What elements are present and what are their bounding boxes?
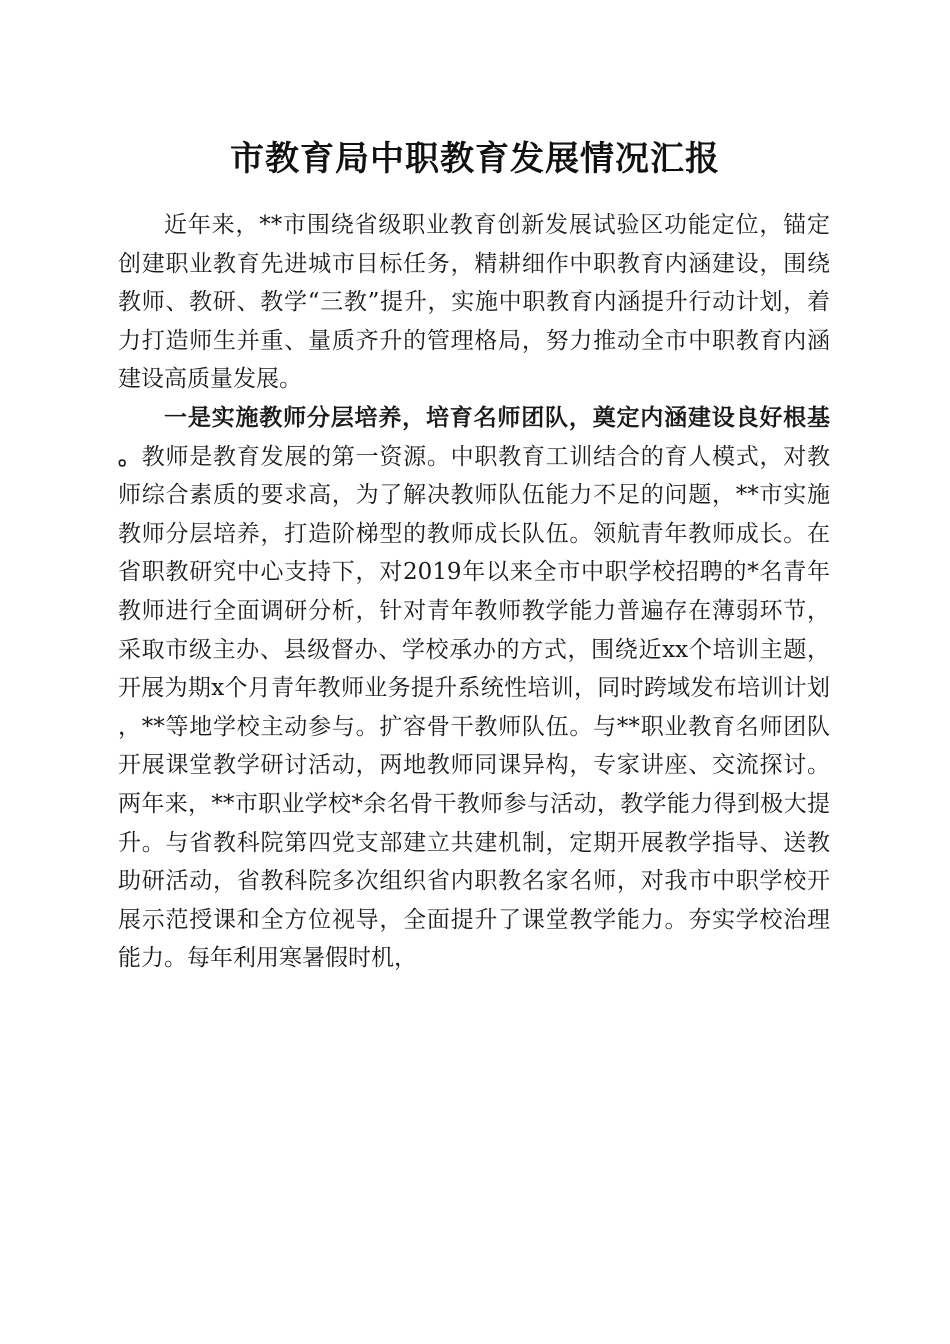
- document-body: [118, 206, 830, 978]
- document-title: 市教育局中职教育发展情况汇报: [230, 139, 720, 179]
- paragraph-text: 近年来，**市围绕省级职业教育创新发展试验区功能定位，锚定创建职业教育先进城市目标任务，精耕细作中职教育内涵建设，围绕教师、教研、教学“三教”提升，实施中职教育内涵提升行动计划，着力打造师生并重、量质齐升的管理格局，努力推动全市中职教育内涵建设高质量发展。: [118, 212, 830, 393]
- paragraph-text: 教师是教育发展的第一资源。中职教育工训结合的育人模式，对教师综合素质的要求高，为了解决教师队伍能力不足的问题，**市实施教师分层培养，打造阶梯型的教师成长队伍。领航青年教师成长。在省职教研究中心支持下，对2019年以来全市中职学校招聘的*名青年教师进行全面调研分析，针对青年教师教学能力普遍存在薄弱环节，采取市级主办、县级督办、学校承办的方式，围绕近xx个培训主题，开展为期x个月青年教师业务提升系统性培训，同时跨域发布培训计划，**等地学校主动参与。扩容骨干教师队伍。与**职业教育名师团队开展课堂教学研讨活动，两地教师同课异构，专家讲座、交流探讨。两年来，**市职业学校*余名骨干教师参与活动，教学能力得到极大提升。与省教科院第四党支部建立共建机制，定期开展教学指导、送教助研活动，省教科院多次组织省内职教名家名师，对我市中职学校开展示范授课和全方位视导，全面提升了课堂教学能力。夯实学校治理能力。每年利用寒暑假时机，: [118, 443, 831, 972]
- paragraph-lead: 一是实施教师分层培养，培育名师团队，奠定内涵建设良好根基。: [118, 403, 830, 470]
- paragraph-intro: [118, 206, 830, 399]
- paragraph-teacher-training: [118, 399, 830, 978]
